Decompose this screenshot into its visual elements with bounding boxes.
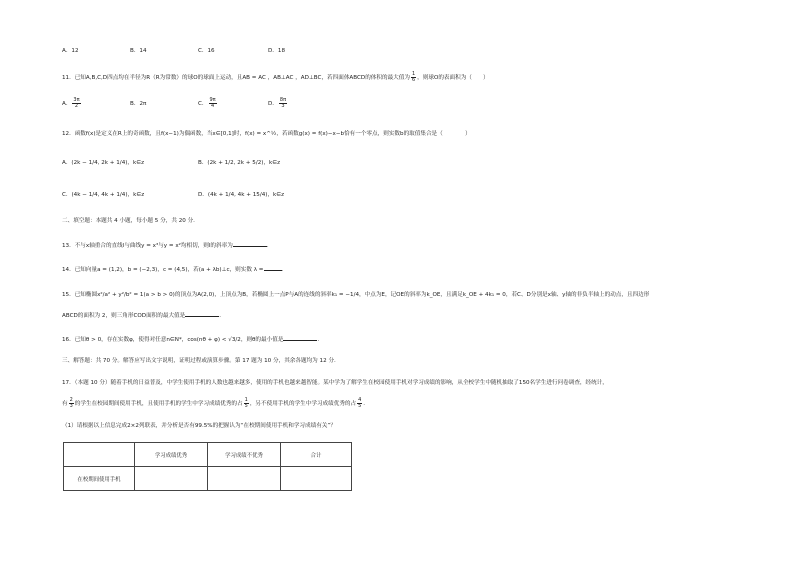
- table-header-cell: [64, 443, 135, 467]
- q17-stem-line1: 17．（本题 10 分）随着手机的日益普及，中学生使用手机的人数也越来越多，使用的手机也越来越智能。某中学为了解学生在校园使用手机对学习成绩的影响，从全校学生中随机抽取了150名学生进行问卷调查，经统计，: [62, 380, 608, 386]
- q11-option-b: B．2π: [130, 101, 147, 107]
- q15-blank: [185, 310, 219, 317]
- q11-text-b: ，则球O的表面积为（ ）: [417, 75, 489, 81]
- q11-option-a: A． $\frac{3\pi}{2}$: [62, 97, 80, 109]
- table-row-label: 在校期间使用手机: [64, 467, 135, 491]
- q15-stem-line2: ABCD的面积为 2，则三角形COD面积的最大值是 .: [62, 310, 221, 320]
- q15-stem-line1: 15．已知椭圆x²/a² + y²/b² = 1(a > b > 0)的顶点为A(2,0)，上顶点为B，若椭圆上一点P与A的连线的斜率k₁ = −1/4，中点为E，记OE的斜率为k_OE，且满足k_OE + 4k₁ = 0，若C、D分别是x轴、y轴的非负半轴上的动点，且四边形: [62, 292, 650, 298]
- q11-option-c: C． $\frac{9\pi}{4}$: [198, 97, 216, 109]
- q11-text-a: 11．已知A,B,C,D四点均在半径为R（R为常数）的球O的球面上运动，且AB = AC ，AB⊥AC ，AD⊥BC，若四面体ABCD的体积的最大值为: [62, 75, 410, 81]
- table-header-cell: 学习成绩不优秀: [208, 443, 281, 467]
- q12-option-a: A．(2k − 1/4, 2k + 1/4)，k∈z: [62, 160, 145, 166]
- table-header-cell: 学习成绩优秀: [135, 443, 208, 467]
- q16-stem: 16．已知θ > 0，存在实数φ，使得对任意n∈N*，cos(nθ + φ) < √3/2，则θ的最小值是 .: [62, 334, 319, 344]
- table-row: [64, 467, 352, 491]
- q17-stem-line2: 有 $\frac{2}{3}$ 的学生在校园期间使用手机，且使用手机的学生中学习成绩优秀的占 $\frac{1}{5}$ ，另不使用手机的学生中学习成绩优秀的占 $\frac{4}{5}$ .: [62, 397, 366, 409]
- q14-blank: [264, 264, 282, 271]
- table-cell-empty: [135, 467, 208, 491]
- q11-stem: [62, 72, 489, 83]
- section-2-heading: 二、填空题：本题共 4 小题，每小题 5 分，共 20 分.: [62, 218, 195, 224]
- q12-option-b: B．(2k + 1/2, 2k + 5/2)，k∈z: [198, 160, 281, 166]
- q16-blank: [283, 334, 317, 341]
- q12-option-c: C．(4k − 1/4, 4k + 1/4)，k∈z: [62, 192, 145, 198]
- q10-option-b: B．14: [130, 48, 147, 54]
- q12-option-d: D．(4k + 1/4, 4k + 15/4)，k∈z: [198, 192, 285, 198]
- q10-option-c: C．16: [198, 48, 215, 54]
- table-cell-empty: [281, 467, 352, 491]
- q11-fraction: $\frac{1}{6}$: [411, 71, 416, 83]
- q14-stem: 14．已知向量a = (1,2)，b = (−2,3)，c = (4,5)，若(a + λb)⊥c，则实数 λ = .: [62, 264, 283, 274]
- q12-stem: 12．函数f(x)是定义在R上的奇函数，且f(x−1)为偶函数，当x∈[0,1]时，f(x) = x^½，若函数g(x) = f(x)−x−b恰有一个零点，则实数b的取值集合是（ ）: [62, 131, 471, 137]
- table-header-cell: 合计: [281, 443, 352, 467]
- table-cell-empty: [208, 467, 281, 491]
- section-3-heading: 三、解答题：共 70 分。解答应写出文字说明，证明过程或演算步骤。第 17 题为 10 分，其余各题均为 12 分.: [62, 358, 336, 364]
- q10-option-d: D．18: [268, 48, 286, 54]
- q17-part-1: （1）请根据以上信息完成2×2列联表，并分析是否有99.5%的把握认为“在校期间使用手机和学习成绩有关”？: [62, 423, 336, 429]
- contingency-table: [63, 442, 352, 491]
- q11-option-d: D． $\frac{8\pi}{3}$: [268, 97, 287, 109]
- q13-stem: 13．不与x轴重合的直线l与曲线y = x³与y = x²均相切，则l的斜率为 .: [62, 240, 269, 250]
- table-header-row: [64, 443, 352, 467]
- q10-option-a: A．12: [62, 48, 79, 54]
- q13-blank: [233, 240, 267, 247]
